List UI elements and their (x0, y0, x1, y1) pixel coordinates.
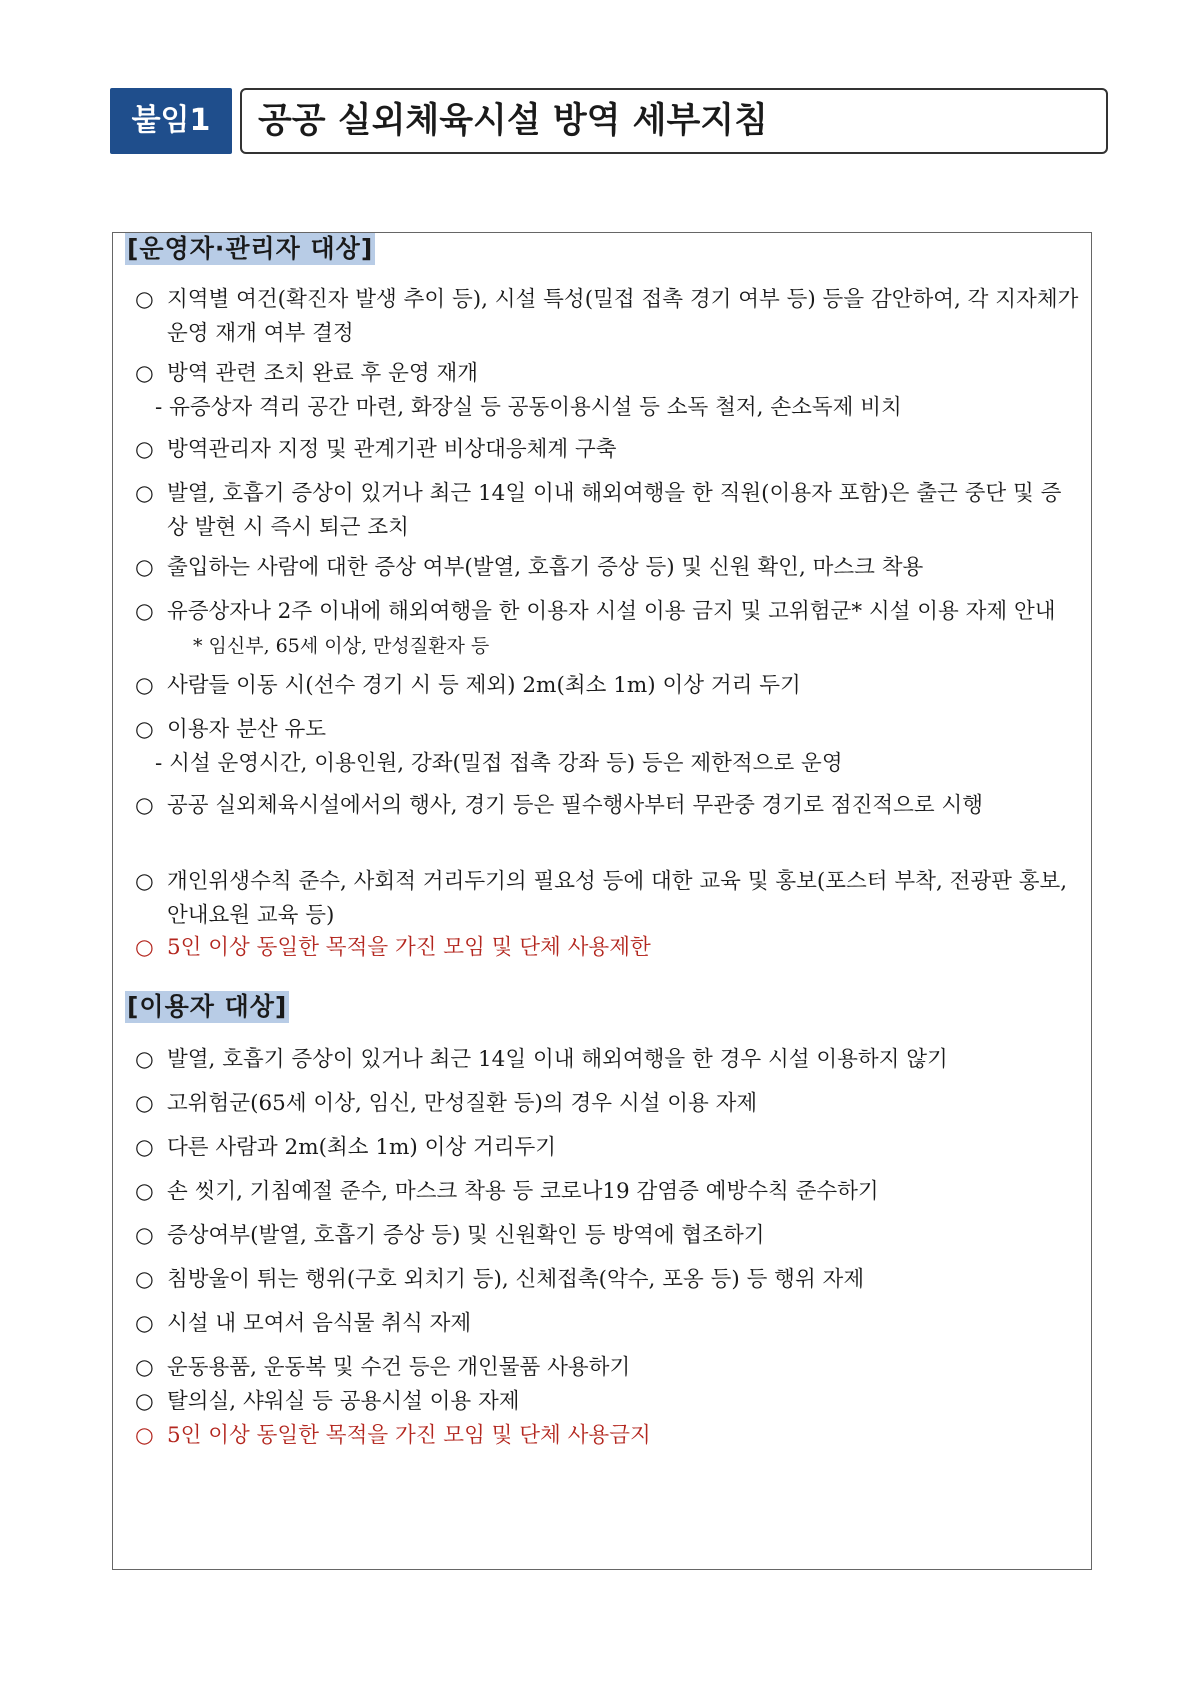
section-heading-users: [이용자 대상] (127, 992, 288, 1021)
list-item-text (167, 595, 1080, 663)
list-item (135, 357, 1080, 391)
list-item (135, 1263, 1080, 1297)
document-title: 공공 실외체육시설 방역 세부지침 (240, 88, 1108, 154)
list-item (135, 865, 1080, 933)
list-item (135, 1087, 1080, 1121)
list-item-text: 개인위생수칙 준수, 사회적 거리두기의 필요성 등에 대한 교육 및 홍보(포스터 부착, 전광판 홍보, 안내요원 교육 등) (167, 869, 1068, 928)
list-item (135, 1043, 1080, 1077)
list-item (135, 551, 1080, 585)
list-item (135, 595, 1080, 663)
section-heading-operators: [운영자·관리자 대상] (127, 234, 374, 263)
bullet-circle: ○ (135, 1223, 154, 1248)
sub-list-item-text: 유증상자 격리 공간 마련, 화장실 등 공동이용시설 등 소독 철저, 손소독제 비치 (169, 395, 902, 420)
bullet-circle: ○ (135, 717, 154, 742)
list-item (135, 1307, 1080, 1341)
list-item-text: 증상여부(발열, 호흡기 증상 등) 및 신원확인 등 방역에 협조하기 (167, 1223, 765, 1248)
bullet-circle: ○ (135, 1091, 154, 1116)
sub-list-item-text: 시설 운영시간, 이용인원, 강좌(밀접 접촉 강좌 등) 등은 제한적으로 운영 (169, 751, 843, 776)
bullet-circle: ○ (135, 1423, 154, 1448)
list-item-text: 사람들 이동 시(선수 경기 시 등 제외) 2m(최소 1m) 이상 거리 두기 (167, 673, 801, 698)
list-item (135, 789, 1080, 823)
bullet-circle: ○ (135, 1355, 154, 1380)
list-item-text: 지역별 여건(확진자 발생 추이 등), 시설 특성(밀접 접촉 경기 여부 등) 등을 감안하여, 각 지자체가 운영 재개 여부 결정 (167, 287, 1079, 346)
list-item-text: 발열, 호흡기 증상이 있거나 최근 14일 이내 해외여행을 한 직원(이용자 포함)은 출근 중단 및 증상 발현 시 즉시 퇴근 조치 (167, 481, 1062, 540)
bullet-dash: - (155, 395, 163, 420)
list-item-text: 고위험군(65세 이상, 임신, 만성질환 등)의 경우 시설 이용 자제 (167, 1091, 758, 1116)
list-item-text: 5인 이상 동일한 목적을 가진 모임 및 단체 사용제한 (167, 935, 651, 960)
list-item-text: 침방울이 튀는 행위(구호 외치기 등), 신체접촉(악수, 포옹 등) 등 행위 자제 (167, 1267, 865, 1292)
bullet-dash: - (155, 751, 163, 776)
list-item-highlight (135, 931, 1080, 965)
list-item (135, 1175, 1080, 1209)
guideline-box (112, 232, 1092, 1570)
bullet-circle: ○ (135, 1135, 154, 1160)
list-item (135, 1131, 1080, 1165)
list-item-text: 5인 이상 동일한 목적을 가진 모임 및 단체 사용금지 (167, 1423, 651, 1448)
bullet-circle: ○ (135, 793, 154, 818)
list-item (135, 477, 1080, 545)
list-item-text: 운동용품, 운동복 및 수건 등은 개인물품 사용하기 (167, 1355, 631, 1380)
list-item (135, 283, 1080, 351)
bullet-circle: ○ (135, 599, 154, 624)
list-item (135, 433, 1080, 467)
list-item-text: 공공 실외체육시설에서의 행사, 경기 등은 필수행사부터 무관중 경기로 점진적으로 시행 (167, 793, 984, 818)
footnote-text: * 임신부, 65세 이상, 만성질환자 등 (193, 635, 490, 657)
bullet-circle: ○ (135, 1179, 154, 1204)
bullet-circle: ○ (135, 555, 154, 580)
attachment-tag: 붙임1 (110, 88, 232, 154)
list-item-text: 발열, 호흡기 증상이 있거나 최근 14일 이내 해외여행을 한 경우 시설 이용하지 않기 (167, 1047, 948, 1072)
document-header (110, 88, 1090, 154)
bullet-circle: ○ (135, 1267, 154, 1292)
list-item-text: 손 씻기, 기침예절 준수, 마스크 착용 등 코로나19 감염증 예방수칙 준수하기 (167, 1179, 879, 1204)
bullet-circle: ○ (135, 1047, 154, 1072)
bullet-circle: ○ (135, 437, 154, 462)
bullet-circle: ○ (135, 1389, 154, 1414)
list-item (135, 1351, 1080, 1385)
bullet-circle: ○ (135, 481, 154, 506)
list-item (135, 669, 1080, 703)
list-item-text: 출입하는 사람에 대한 증상 여부(발열, 호흡기 증상 등) 및 신원 확인, 마스크 착용 (167, 555, 924, 580)
list-item-text: 이용자 분산 유도 (167, 717, 327, 742)
list-item-text: 방역관리자 지정 및 관계기관 비상대응체계 구축 (167, 437, 617, 462)
list-item-text: 방역 관련 조치 완료 후 운영 재개 (167, 361, 479, 386)
list-item-text: 시설 내 모여서 음식물 취식 자제 (167, 1311, 472, 1336)
bullet-circle: ○ (135, 361, 154, 386)
sub-list-item (155, 747, 1080, 781)
list-item-highlight (135, 1419, 1080, 1453)
list-item (135, 1385, 1080, 1419)
bullet-circle: ○ (135, 1311, 154, 1336)
list-item-text: 탈의실, 샤워실 등 공용시설 이용 자제 (167, 1389, 520, 1414)
bullet-circle: ○ (135, 869, 154, 894)
bullet-circle: ○ (135, 673, 154, 698)
list-item-main-text: 유증상자나 2주 이내에 해외여행을 한 이용자 시설 이용 금지 및 고위험군* 시설 이용 자제 안내 (167, 599, 1056, 624)
list-item (135, 1219, 1080, 1253)
bullet-circle: ○ (135, 287, 154, 312)
list-item-text: 다른 사람과 2m(최소 1m) 이상 거리두기 (167, 1135, 557, 1160)
bullet-circle: ○ (135, 935, 154, 960)
list-item (135, 713, 1080, 747)
sub-list-item (155, 391, 1080, 425)
